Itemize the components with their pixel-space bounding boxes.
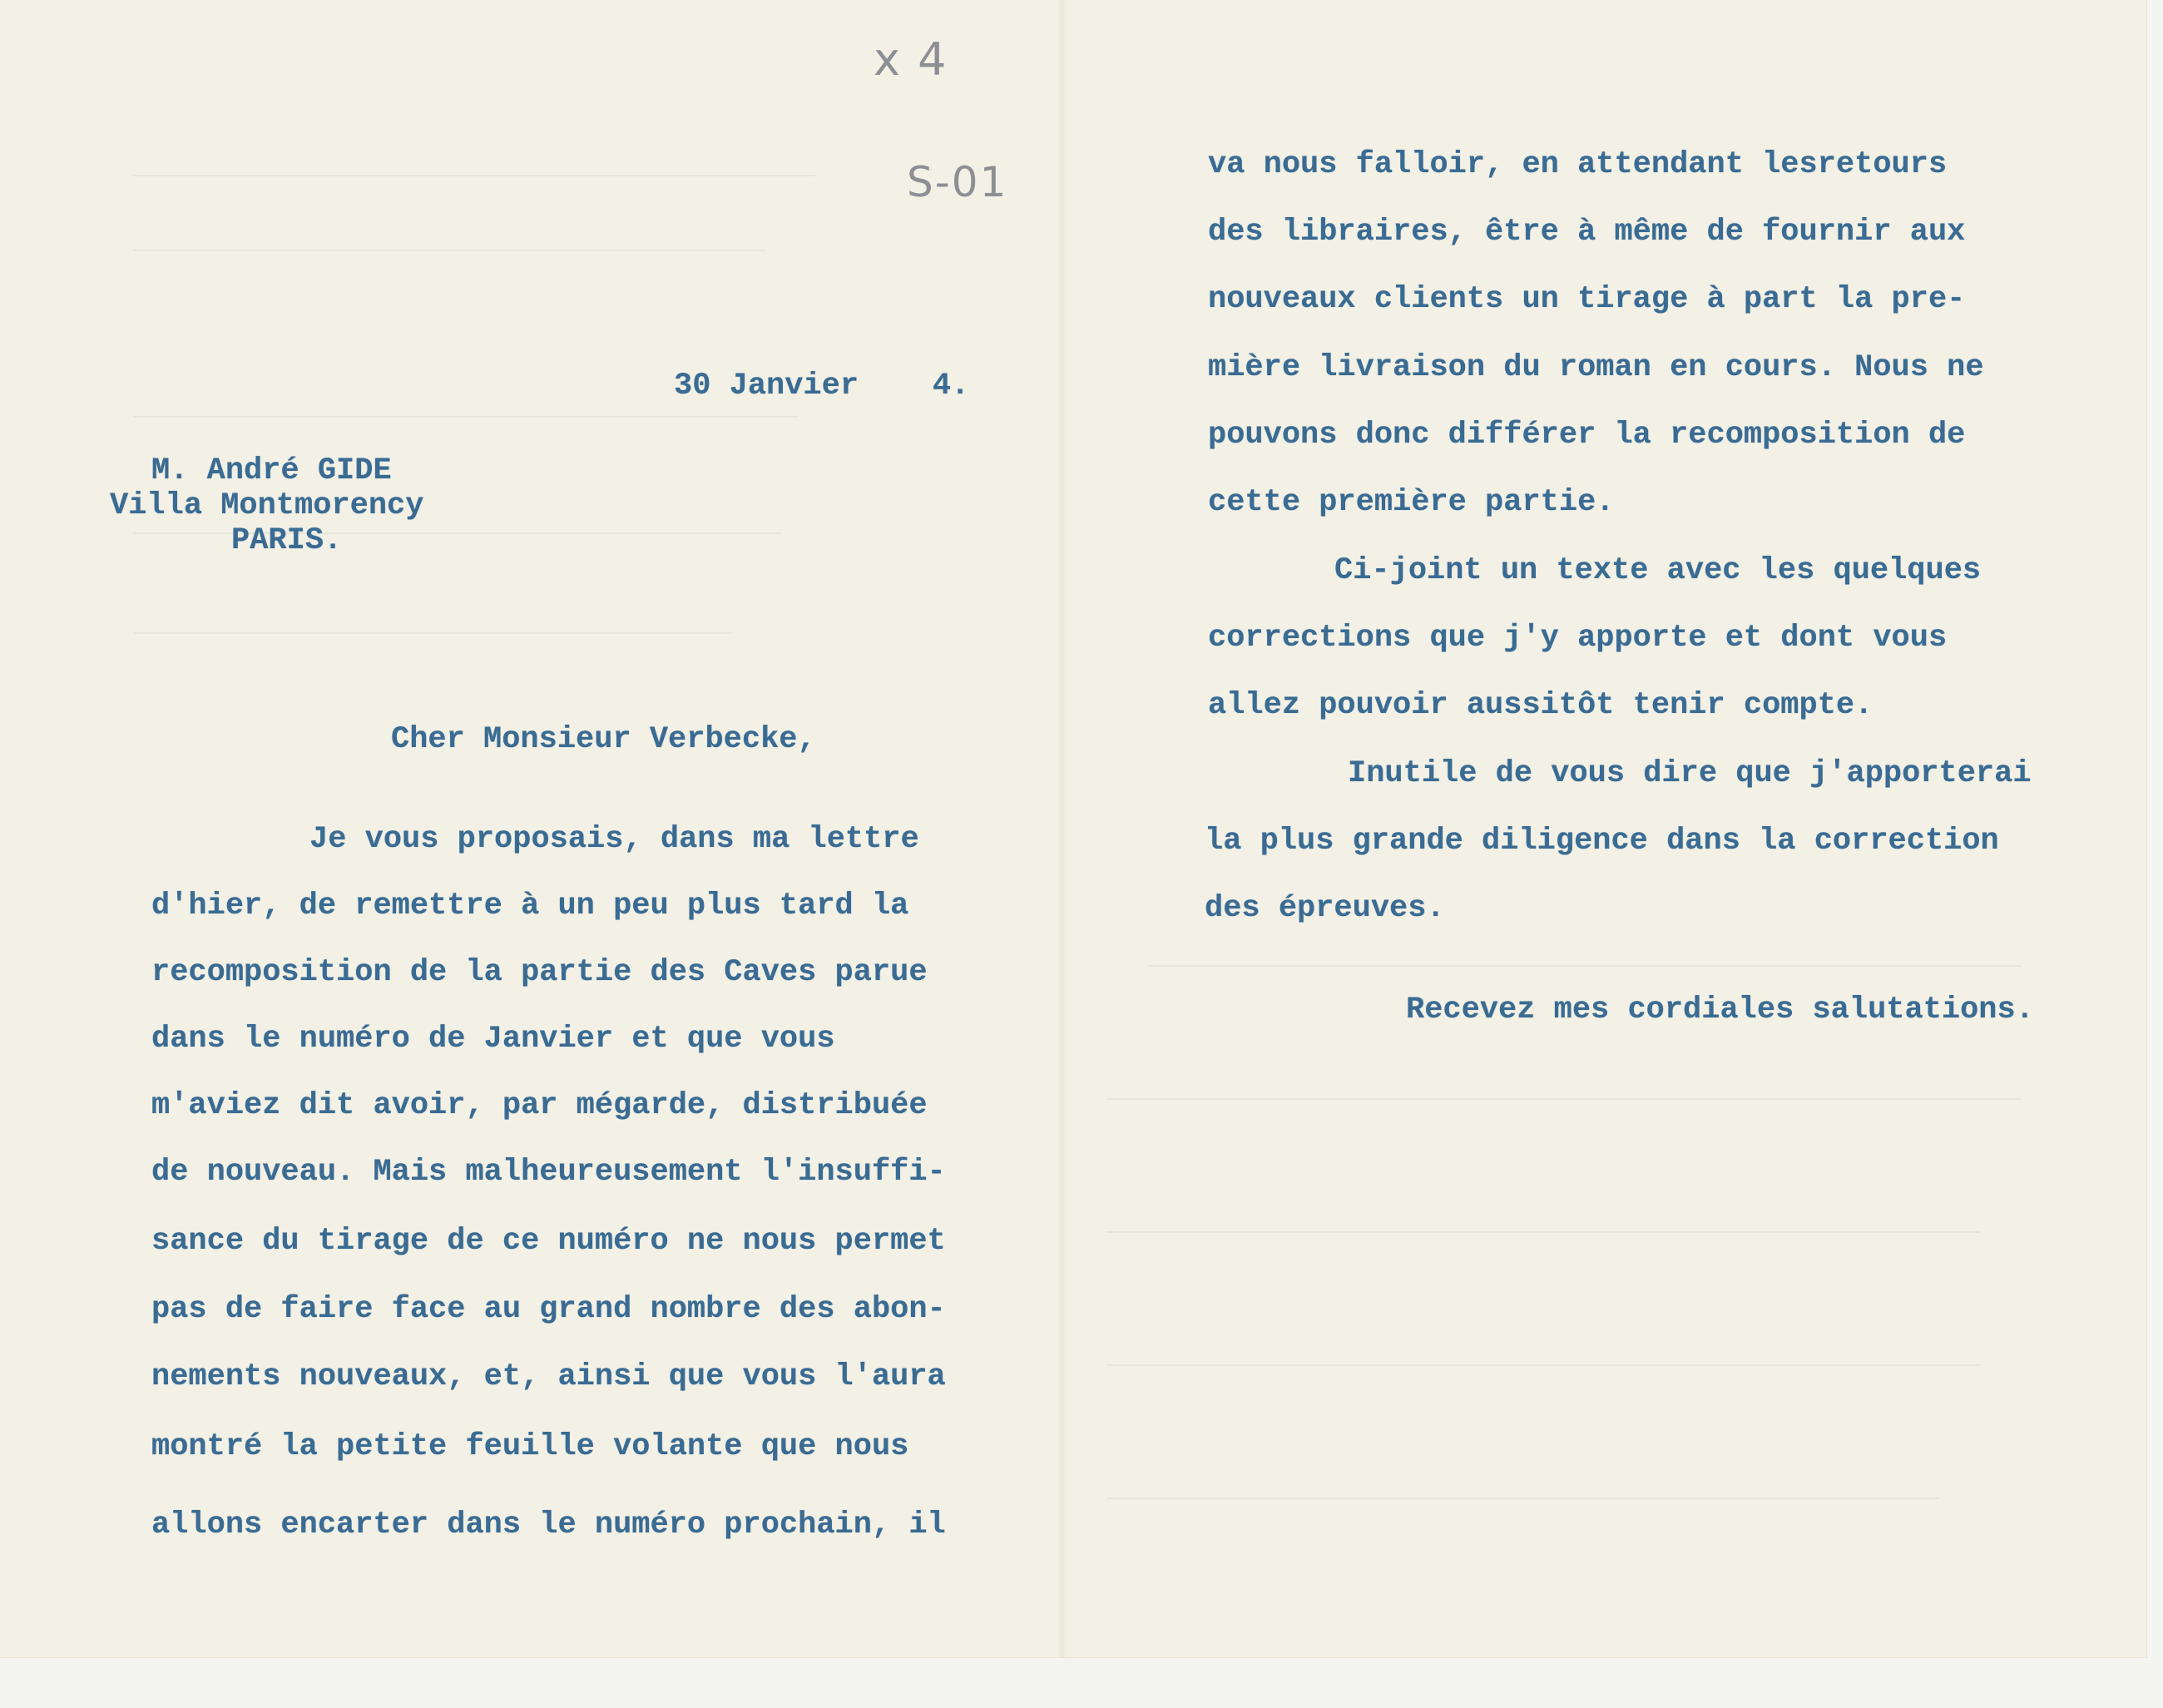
show-through-line <box>133 416 799 418</box>
right-line: corrections que j'y apporte et dont vous <box>1208 621 1948 656</box>
right-line: pouvons donc différer la recomposition de <box>1208 418 1966 453</box>
left-line: m'aviez dit avoir, par mégarde, distribuée <box>151 1088 928 1123</box>
right-line: va nous falloir, en attendant lesretours <box>1208 147 1948 182</box>
page-fold <box>1057 0 1068 1657</box>
right-line: Inutile de vous dire que j'apporterai <box>1348 756 2032 791</box>
right-line: Ci-joint un texte avec les quelques <box>1334 553 1982 588</box>
left-line: d'hier, de remettre à un peu plus tard la <box>151 889 909 923</box>
right-line: cette première partie. <box>1208 485 1615 520</box>
left-line: montré la petite feuille volante que nous <box>151 1429 909 1464</box>
right-line: des épreuves. <box>1205 891 1445 926</box>
right-line: allez pouvoir aussitôt tenir compte. <box>1208 688 1873 723</box>
pencil-note-ref: S-01 <box>907 158 1008 206</box>
address-line-3: PARIS. <box>231 523 343 558</box>
right-line: des libraires, être à même de fournir aux <box>1208 215 1966 250</box>
left-line: pas de faire face au grand nombre des abon- <box>151 1292 946 1327</box>
show-through-line <box>1148 965 2022 967</box>
show-through-line <box>133 632 732 634</box>
show-through-line <box>1106 1098 2022 1100</box>
address-line-2: Villa Montmorency <box>110 488 424 523</box>
closing-line: Recevez mes cordiales salutations. <box>1406 993 2034 1027</box>
right-line: nouveaux clients un tirage à part la pre- <box>1208 282 1966 317</box>
pencil-note-top: x 4 <box>874 33 948 86</box>
right-line: mière livraison du roman en cours. Nous ne <box>1208 350 1984 385</box>
left-line: sance du tirage de ce numéro ne nous permet <box>151 1224 946 1259</box>
salutation: Cher Monsieur Verbecke, <box>391 722 816 757</box>
address-line-1: M. André GIDE <box>151 453 392 488</box>
show-through-line <box>1106 1498 1938 1499</box>
right-line: la plus grande diligence dans la correction <box>1205 824 1999 859</box>
left-line: allons encarter dans le numéro prochain, il <box>151 1507 946 1542</box>
show-through-line <box>133 175 815 176</box>
left-line: de nouveau. Mais malheureusement l'insuffi- <box>151 1155 946 1190</box>
letter-date: 30 Janvier 4. <box>674 369 970 403</box>
left-line: recomposition de la partie des Caves parue <box>151 955 928 990</box>
left-line: dans le numéro de Janvier et que vous <box>151 1022 835 1057</box>
show-through-line <box>1106 1231 1980 1233</box>
left-line: nements nouveaux, et, ainsi que vous l'aura <box>151 1359 946 1394</box>
left-line: Je vous proposais, dans ma lettre <box>309 822 919 857</box>
show-through-line <box>133 532 782 534</box>
show-through-line <box>1106 1364 1980 1366</box>
show-through-line <box>133 250 765 251</box>
